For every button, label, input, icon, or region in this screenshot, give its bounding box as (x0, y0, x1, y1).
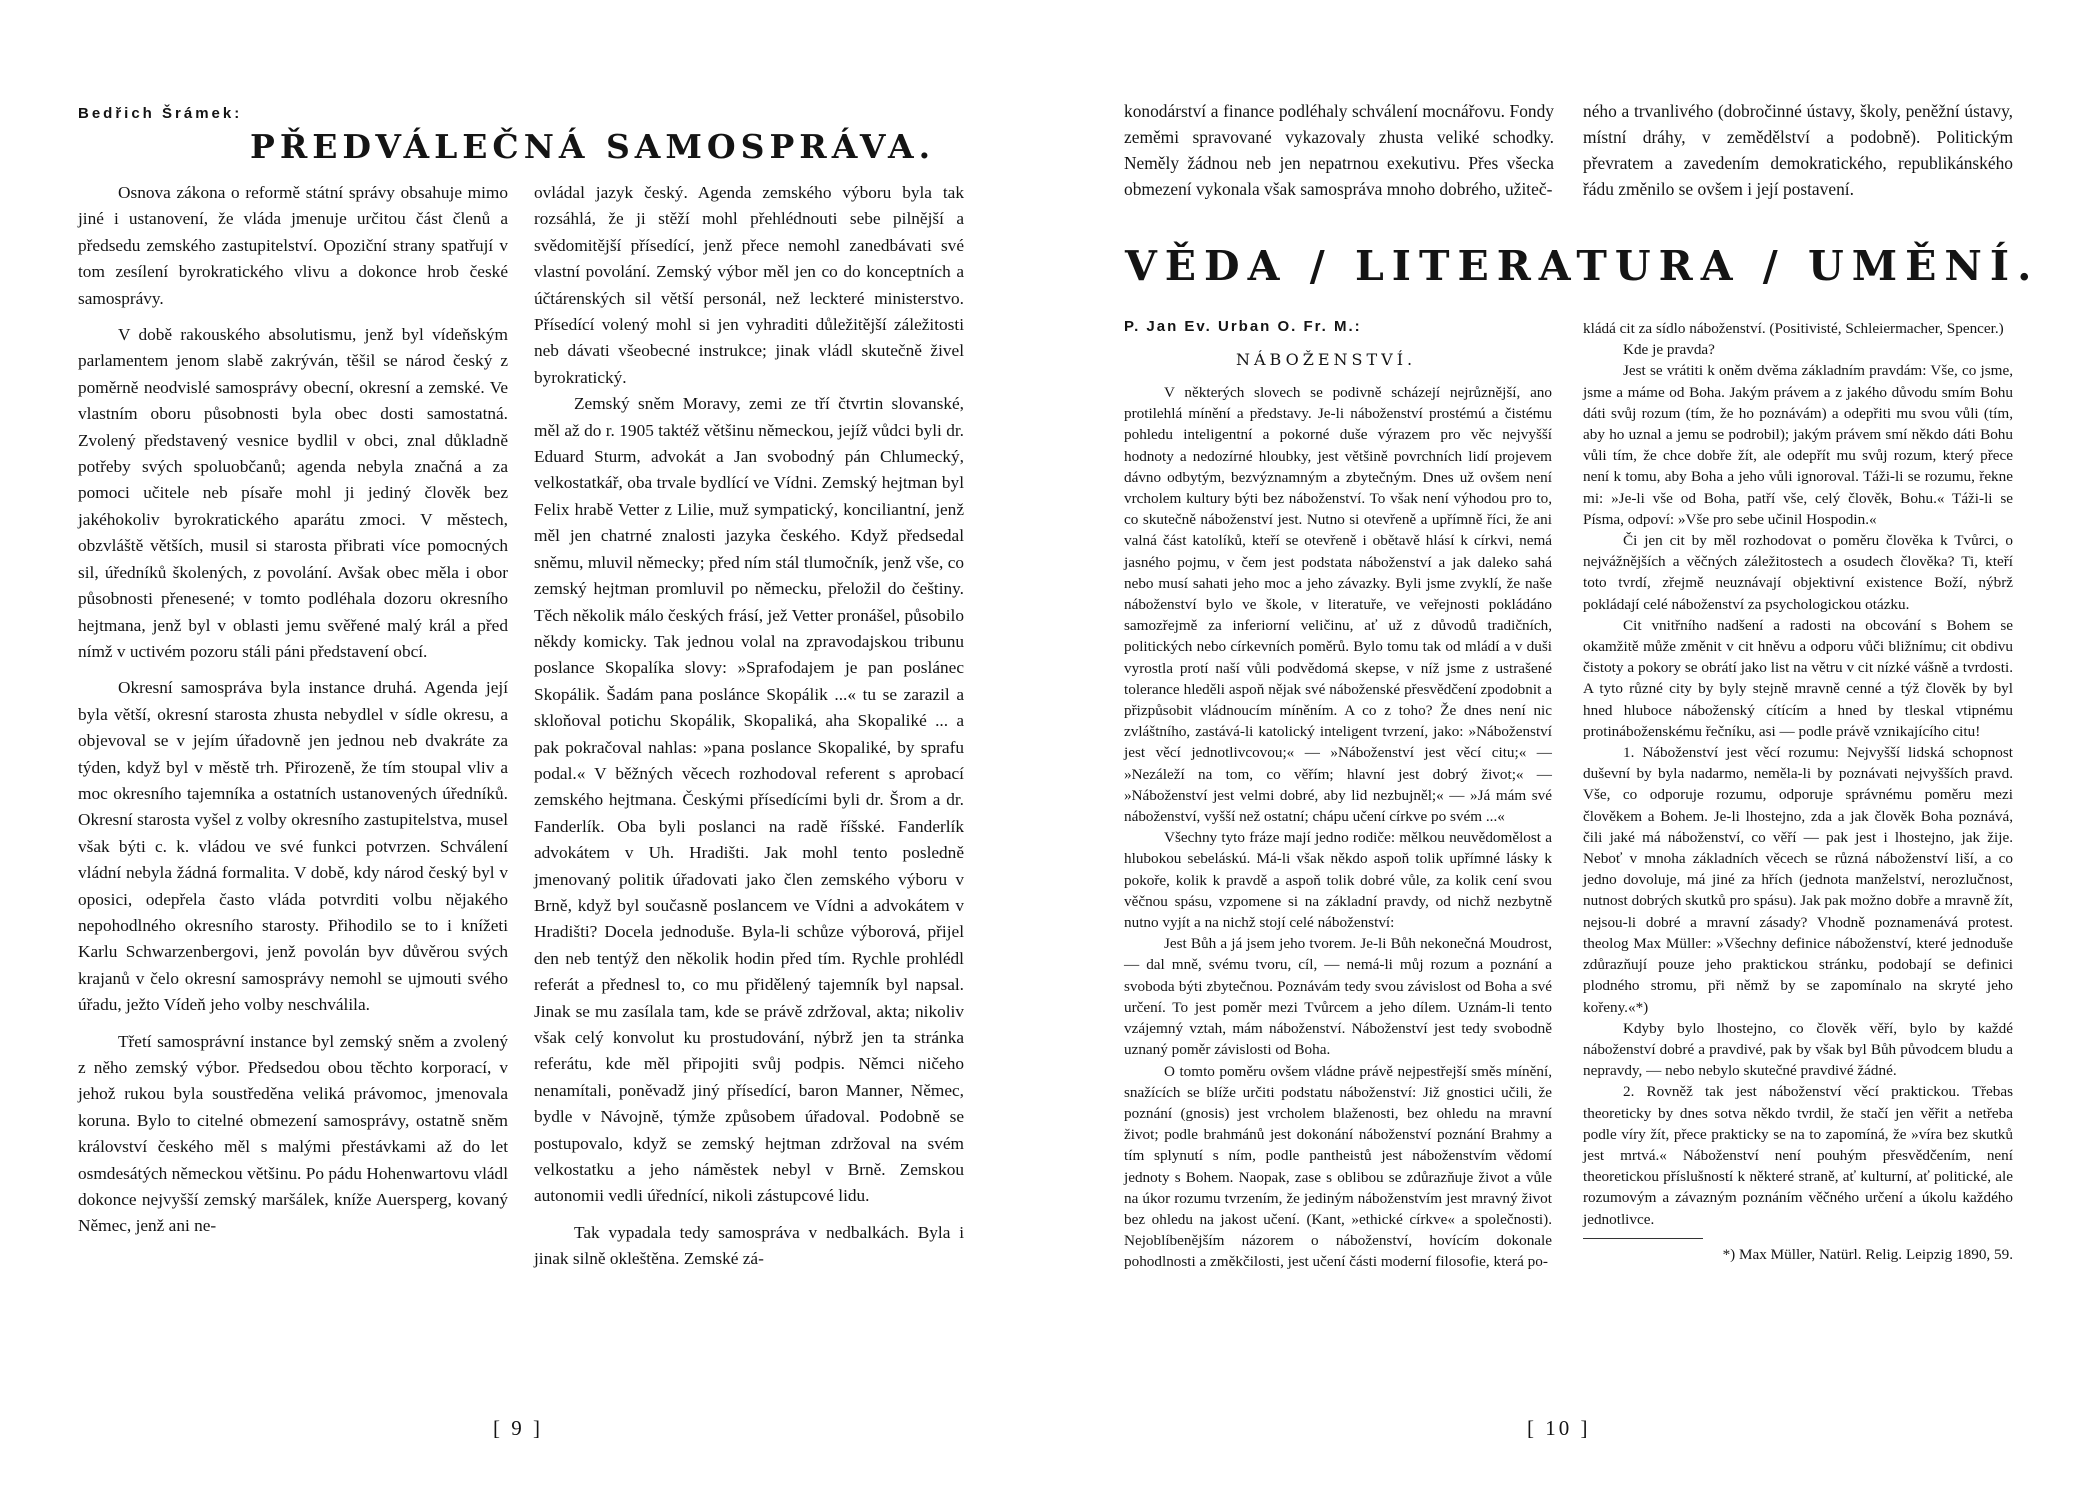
author-name: P. Jan Ev. Urban O. Fr. M.: (1124, 318, 1362, 335)
paragraph: ného a trvanlivého (dobročinné ústavy, školy, peněžní ústavy, místní dráhy, v zemědělství a podobně). Politickým převratem a zavedením demokratického, republikánského řádu změnilo se ovšem i její postavení. (1583, 101, 2013, 199)
continued-column-1 (1124, 98, 1554, 202)
paragraph: 1. Náboženství jest věcí rozumu: Nejvyšší lidská schopnost duševní by byla nadarmo, neměla-li by poznávati nejvyšších pravd. Vše, co odporuje rozumu, odporuje správnému poměru mezi člověkem a Bohem. Je-li lhostejno, zda a jak člověk Boha poznává, čili jaké má náboženství, co věří — pak jest i lhostejno, jak žije. Neboť v mnoha základních věcech se různá náboženství liší, a co jedno dovoluje, má jiné za hřích (jednota manželství, nerozlučnost, nutnost dobrých skutků pro spásu). Jak pak možno dobře a mravně žít, nejsou-li dobré a mravní zásady? Vhodně poznamenává protest. theolog Max Müller: »Všechny definice náboženství, které jednoduše zdůrazňují pouze jeho praktickou stránku, podobají se definici plodného stromu, při němž by se zapomínalo na skryté jeho kořeny.«*) (1583, 744, 2013, 1016)
paragraph: Osnova zákona o reformě státní správy obsahuje mimo jiné i ustanovení, že vláda jmenuje určitou část členů a předsedu zemského zastupitelství. Opoziční strany spatřují v tom zesílení byrokratického vlivu a dokonce hrob české samosprávy. (78, 183, 508, 308)
paragraph: Zemský sněm Moravy, zemi ze tří čtvrtin slovanské, měl až do r. 1905 taktéž většinu německou, jejíž vůdci byli dr. Eduard Sturm, advokát a Jan svobodný pán Chlumecký, velkostatkář, oba trvale bydlící ve Vídni. Zemský hejtman byl Felix hrabě Vetter z Lilie, muž sympatický, konciliantní, jenž měl jen chatrné znalosti jazyka českého. Když předsedal sněmu, mluvil německy; před ním stál tlumočník, jenž vše, co zemský hejtman promluvil po německu, přeložil do češtiny. Těch několik málo českých frásí, jež Vetter pronášel, působilo někdy komicky. Tak jednou volal na zpravodajskou tribunu poslance Skopalíka slovy: »Sprafodajem je pan poslánec Skopálik. Šadám pana poslánce Skopálik ...« tu se zarazil a skloňoval potichu Skopálik, Skopaliká, aha Skopaliké ... a pak pokračoval nahlas: »pana poslance Skopaliké, by sprafu podal.« V běžných věcech rozhodoval referent s aprobací zemského hejtmana. Českými přísedícími byli dr. Šrom a dr. Fanderlík. Oba byli poslanci na radě říšské. Fanderlík advokátem v Uh. Hradišti. Jak mohl tento posledně jmenovaný politik úřadovati jako člen zemského výboru v Brně, když byl současně poslancem ve Vídni a advokátem v Hradišti? Docela jednoduše. Byla-li schůze výborová, přijel den neb tentýž den několik hodin před tím. Rychle prohlédl referát a přednesl to, co mu přidělený tajemník byl napsal. Jinak se mu zasílala tam, kde se právě zdržoval, akta; nikoliv však celý konvolut ku prostudování, nýbrž jen ta stránka referátu, kde měl připojiti svůj podpis. Němci ničeho nenamítali, poněvadž jiný přísedící, baron Manner, Němec, bydle v Návojně, týmže způsobem úřadoval. Podobně se postupovalo, když se zemský hejtman zdržoval na svém velkostatku a jeho náměstek nebyl v Brně. Zemskou autonomii vedli úřednící, nikoli zástupcové lidu. (534, 394, 964, 1206)
paragraph: 2. Rovněž tak jest náboženství věcí praktickou. Třebas theoreticky by dnes sotva někdo tvrdil, že stačí jen věřit a netřeba podle víry žít, přece prakticky se na to zapomíná, že »víra bez skutků jest mrtvá.« Náboženství není pouhým přesvědčením, není theoretickou příslušností k některé straně, ať kulturní, ať politické, ale rozumovým a závazným poznáním věčného určení a úkolu každého jednotlivce. (1583, 1083, 2013, 1228)
paragraph: V době rakouského absolutismu, jenž byl vídeňským parlamentem jenom slabě zakrýván, těšil se národ český z poměrně neodvislé samosprávy obecní, okresní a zemské. Ve vlastním oboru působnosti byla obec dosti samostatná. Zvolený představený vesnice bydlil v obci, znal důkladně potřeby svých spoluobčanů; agenda nebyla značná a za pomoci učitele neb písaře mohl ji jediný člověk bez jakéhokoliv byrokratického aparátu zmoci. V městech, obzvláště větších, musil si starosta přibrati více pomocných sil, úředníků školených, z povolání. Avšak obec měla i obor působnosti přenesené; v tomto podléhala dozoru okresního hejtmana, jenž byl v oblasti jemu svěřené malý král a před nímž v uctivém pozoru stáli páni představení obcí. (78, 325, 508, 661)
paragraph: kládá cit za sídlo náboženství. (Positivisté, Schleiermacher, Spencer.) (1583, 320, 2004, 337)
paragraph: O tomto poměru ovšem vládne právě nejpestřejší směs mínění, snažících se blíže určiti podstatu náboženství: Již gnostici učili, že poznání (gnosis) jest vrcholem blaženosti, bez ohledu na mravní život; podle brahmánů jest dokonání náboženství poznání Brahmy a tím splynutí s ním, podle pantheistů jest náboženstvím vědomí jednoty s Bohem. Naopak, zase s oblibou se zdůrazňuje život a vůle na úkor rozumu tvrzením, že jediným náboženstvím jest mravný život bez ohledu na jakost učení. (Kant, »ethické církve« a společnosti). Nejoblíbenějším názorem o náboženství, hovícím dokonale pohodlnosti a změkčilosti, jest učení části moderní filosofie, která po- (1124, 1062, 1552, 1271)
paragraph: Jest Bůh a já jsem jeho tvorem. Je-li Bůh nekonečná Moudrost, — dal mně, svému tvoru, cíl, — nemá-li můj rozum a poznání a svoboda býti zbytečnou. Poznávám tedy svou závislost od Boha a své určení. To jest poměr mezi Tvůrcem a jeho dílem. Uznám-li tento vzájemný vztah, mám náboženství. Náboženství jest tedy svobodně uznaný poměr závislosti od Boha. (1124, 935, 1552, 1059)
paragraph: ovládal jazyk český. Agenda zemského výboru byla tak rozsáhlá, že ji stěží mohl přehlédnouti sebe pilnější a svědomitější přísedící, jenž přece nemohl zanedbávati své vlastní povolání. Zemský výbor měl jen co do konceptních a účtárenských sil větší personál, než leckteré ministerstvo. Přísedící volený mohl si jen vyhraditi důležitější záležitosti neb dávati všeobecné instrukce; jinak vládl skutečně živel byrokratický. (534, 183, 964, 387)
author-name: Bedřich Šrámek: (78, 105, 243, 122)
paragraph: Či jen cit by měl rozhodovat o poměru člověka k Tvůrci, o nejvážnějších a věčných záležitostech a osudech člověka? Ti, kteří toto tvrdí, zřejmě neuznávají objektivní existence Boží, nýbrž pokládají celé náboženství za psychologickou otázku. (1583, 532, 2013, 613)
paragraph: konodárství a finance podléhaly schválení mocnářovu. Fondy zeměmi spravované vykazovaly zhusta veliké schodky. Neměly žádnou neb jen nepatrnou exekutivu. Přes všecka obmezení vykonala však samospráva mnoho dobrého, užiteč- (1124, 101, 1554, 199)
paragraph: Kdyby bylo lhostejno, co člověk věří, bylo by každé náboženství dobré a pravdivé, pak by však byl Bůh původcem bludu a nepravdy, — nebo nebylo skutečné pravdivé žádné. (1583, 1019, 2013, 1080)
paragraph: V některých slovech se podivně scházejí nejrůznější, ano protilehlá mínění a představy. Je-li náboženství prostémú a čistému pohledu inteligentní a pokorné duše výrazem pro věc nejvyšší hodnoty a nedozírné hloubky, jest většině povrchních lidí projevem dávno odbytým, bezvýznamným a zbytečným. Dnes už ovšem není vrcholem kultury býti bez náboženství. To však není výhodou pro to, co skutečně náboženství jest. Nutno si otevřeně a upřímně říci, že ani valná část katolíků, kteří se otevřeně i obětavě hlásí k církvi, nemá jasného pojmu, v čem jest podstata náboženství a jak daleko sahá nebo musí sahati jeho moc a jeho závazky. Byli jsme zvyklí, že naše náboženství bylo ve škole, v literatuře, ve veřejnosti pokládáno samozřejmě za inferiorní veličinu, ať už z důvodů tradičních, politických nebo církevních poměrů. Bylo tomu tak od mládí a v duši vyrostla protí naší vůli podvědomá skepse, v níž jsme z ustrašené tolerance hleděli aspoň nějak své náboženské přesvědčení zpodobnit a přizpůsobit vládnoucím míněním. A co z toho? Že dnes není nic zvláštního, zastává-li katolický inteligent tvrzení, jako: »Náboženství jest věcí jednotlivcovou;« — »Náboženství jest věcí citu;« — »Nezáleží na tom, co věřím; hlavní jest dobrý život;« — »Náboženství jest velmi dobré, aby lid nezbujněl;« — »Já mám své náboženství, vyšší než ostatní; chápu učení církve po svém ...« (1124, 384, 1552, 826)
section-title: VĚDA / LITERATURA / UMĚNÍ. (1125, 242, 2040, 290)
left-column-1 (78, 180, 508, 1240)
right-page (1040, 0, 2080, 1500)
footnote: *) Max Müller, Natürl. Relig. Leipzig 1890, 59. (1722, 1245, 2013, 1263)
footnote-rule (1583, 1238, 1703, 1239)
left-column-2 (534, 180, 964, 1273)
paragraph: Všechny tyto fráze mají jedno rodiče: mělkou neuvědomělost a hlubokou sebeláskú. Má-li však někdo aspoň tolik upřímné lásky k pokoře, kolik k pravdě a aspoň tolik dobré vůle, za kolik cení svou věčnou spásu, vzpomene si na základní pravdy, od nichž nezbytně nutno vyjít a na nichž stojí celé náboženství: (1124, 829, 1552, 932)
paragraph: Okresní samospráva byla instance druhá. Agenda její byla větší, okresní starosta zhusta nebydlel v sídle okresu, a objevoval se v jejím úřadovně jen jednou neb dvakráte za týden, když byl v městě trh. Přirozeně, že tím stoupal vliv a moc okresního tajemníka a ostatních ustanovených úředníků. Okresní starosta vyšel z volby okresního zastupitelstva, musel však býti c. k. vládou ve své funkci potvrzen. Schválení vládní nebyla žádná formalita. V době, kdy národ český byl v oposici, odepřela často vláda potvrditi volbu nějakého nepohodlného okresního starosty. Přihodilo se to i knížeti Karlu Schwarzenbergovi, jenž povolán byv důvěrou svých krajanů v čelo okresní samosprávy nemohl se ujmouti svého úřadu, ježto Vídeň jeho volby neschválila. (78, 678, 508, 1015)
continued-column-2 (1583, 98, 2013, 202)
paragraph: Tak vypadala tedy samospráva v nedbalkách. Byla i jinak silně okleštěna. Zemské zá- (534, 1222, 964, 1269)
page-number: [ 10 ] (1527, 1416, 1591, 1440)
paragraph: Kde je pravda? (1623, 341, 1715, 359)
article-title: NÁBOŽENSTVÍ. (1236, 350, 1417, 369)
paragraph: Třetí samosprávní instance byl zemský sněm a zvolený z něho zemský výbor. Předsedou obou těchto korporací, v jehož rukou byla soustředěna veliká právomoc, jmenovala koruna. Bylo to citelné obmezení samosprávy, ostatně sněm království českého měl s malými přestávkami až do let osmdesátých německou většinu. Po pádu Hohenwartovu vládl dokonce nejvyšší zemský maršálek, kníže Auersperg, kovaný Němec, jenž ani ne- (78, 1031, 508, 1236)
page-number: [ 9 ] (493, 1416, 543, 1440)
right-column-1 (1124, 382, 1552, 1273)
article-title: PŘEDVÁLEČNÁ SAMOSPRÁVA. (250, 127, 936, 166)
paragraph: Cit vnitřního nadšení a radosti na obcování s Bohem se okamžitě může změnit v cit hněvu a odporu vůči bližnímu; cit obdivu čistoty a pokory se obrátí jako list na větru v cit nízké vášně a tvrdosti. A tyto různé city by byly stejně mravně cenné a týž člověk by byl hned hluboce náboženský cítícím a hned by tleskal vtipnému protináboženskému řečníku, asi — podle právě vznikajícího citu! (1583, 616, 2013, 740)
right-column-2 (1583, 318, 2013, 1265)
paragraph: Jest se vrátiti k oněm dvěma základním pravdám: Vše, co jsme, jsme a máme od Boha. Jakým právem a z jakého důvodu smím Bohu dáti svůj rozum (tím, že ho poznávám) a odepřiti mu svou vůli (tím, aby ho uznal a jemu se podrobil); jakým právem smí někdo dáti Bohu vůli tím, že chce dobře žít, ale odepřít mu svůj rozum, který přece není k tomu, aby Boha a jeho vůli ignoroval. Táži-li se rozumu, řekne mi: »Je-li vše od Boha, patří vše, celý člověk, Bohu.« Táži-li se Písma, odpoví: »Vše pro sebe učinil Hospodin.« (1583, 362, 2013, 528)
